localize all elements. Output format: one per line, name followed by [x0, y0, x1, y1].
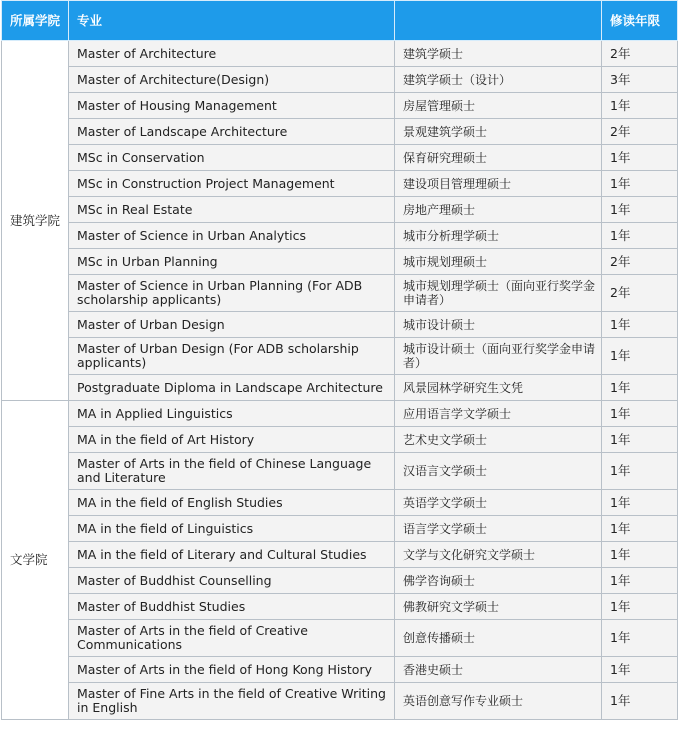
major-en: MSc in Construction Project Management — [69, 171, 395, 197]
major-en: Master of Arts in the field of Hong Kong History — [69, 657, 395, 683]
major-en: Master of Architecture — [69, 41, 395, 67]
major-en: Master of Arts in the field of Chinese Language and Literature — [69, 453, 395, 490]
major-en: Master of Arts in the field of Creative Communications — [69, 620, 395, 657]
major-cn: 保育研究理硕士 — [395, 145, 602, 171]
school-cell: 建筑学院 — [2, 41, 69, 401]
table-row — [2, 401, 678, 427]
table-row — [2, 275, 678, 312]
header-major: 专业 — [69, 1, 395, 41]
major-cn: 汉语言文学硕士 — [395, 453, 602, 490]
duration: 3年 — [602, 67, 678, 93]
major-en: MA in the field of English Studies — [69, 490, 395, 516]
table-row — [2, 249, 678, 275]
table-row — [2, 375, 678, 401]
major-en: MSc in Conservation — [69, 145, 395, 171]
duration: 1年 — [602, 375, 678, 401]
programme-table — [1, 0, 678, 720]
major-cn: 风景园林学研究生文凭 — [395, 375, 602, 401]
major-en: Postgraduate Diploma in Landscape Architecture — [69, 375, 395, 401]
major-cn: 城市设计硕士 — [395, 312, 602, 338]
major-en: MA in Applied Linguistics — [69, 401, 395, 427]
major-cn: 建设项目管理理硕士 — [395, 171, 602, 197]
table-row — [2, 490, 678, 516]
major-en: MA in the field of Linguistics — [69, 516, 395, 542]
table-row — [2, 338, 678, 375]
major-en: Master of Landscape Architecture — [69, 119, 395, 145]
table-row — [2, 93, 678, 119]
major-cn: 应用语言学文学硕士 — [395, 401, 602, 427]
major-cn: 英语创意写作专业硕士 — [395, 683, 602, 720]
duration: 1年 — [602, 171, 678, 197]
table-row — [2, 453, 678, 490]
table-row — [2, 516, 678, 542]
table-row — [2, 594, 678, 620]
duration: 1年 — [602, 683, 678, 720]
duration: 1年 — [602, 427, 678, 453]
major-cn: 英语学文学硕士 — [395, 490, 602, 516]
duration: 1年 — [602, 594, 678, 620]
major-cn: 房屋管理硕士 — [395, 93, 602, 119]
table-row — [2, 657, 678, 683]
duration: 1年 — [602, 453, 678, 490]
major-cn: 文学与文化研究文学硕士 — [395, 542, 602, 568]
major-en: Master of Urban Design — [69, 312, 395, 338]
duration: 1年 — [602, 197, 678, 223]
major-cn: 景观建筑学硕士 — [395, 119, 602, 145]
table-row — [2, 312, 678, 338]
major-cn: 房地产理硕士 — [395, 197, 602, 223]
major-cn: 建筑学硕士（设计） — [395, 67, 602, 93]
table-row — [2, 67, 678, 93]
duration: 1年 — [602, 145, 678, 171]
table-row — [2, 683, 678, 720]
duration: 1年 — [602, 223, 678, 249]
major-en: MA in the field of Art History — [69, 427, 395, 453]
duration: 1年 — [602, 657, 678, 683]
duration: 1年 — [602, 620, 678, 657]
major-en: MSc in Real Estate — [69, 197, 395, 223]
header-degree — [395, 1, 602, 41]
major-cn: 佛学咨询硕士 — [395, 568, 602, 594]
duration: 1年 — [602, 490, 678, 516]
duration: 1年 — [602, 542, 678, 568]
major-cn: 香港史硕士 — [395, 657, 602, 683]
header-duration: 修读年限 — [602, 1, 678, 41]
table-row — [2, 145, 678, 171]
duration: 1年 — [602, 401, 678, 427]
table-row — [2, 620, 678, 657]
duration: 2年 — [602, 41, 678, 67]
duration: 2年 — [602, 275, 678, 312]
major-en: MA in the field of Literary and Cultural Studies — [69, 542, 395, 568]
school-cell: 文学院 — [2, 401, 69, 720]
major-cn: 语言学文学硕士 — [395, 516, 602, 542]
table-row — [2, 427, 678, 453]
header-school: 所属学院 — [2, 1, 69, 41]
duration: 2年 — [602, 249, 678, 275]
major-en: Master of Buddhist Counselling — [69, 568, 395, 594]
table-row — [2, 568, 678, 594]
major-cn: 城市规划理硕士 — [395, 249, 602, 275]
major-cn: 城市分析理学硕士 — [395, 223, 602, 249]
major-en: Master of Buddhist Studies — [69, 594, 395, 620]
duration: 1年 — [602, 93, 678, 119]
major-en: Master of Urban Design (For ADB scholarship applicants) — [69, 338, 395, 375]
major-cn: 佛教研究文学硕士 — [395, 594, 602, 620]
table-row — [2, 197, 678, 223]
major-en: Master of Fine Arts in the field of Creative Writing in English — [69, 683, 395, 720]
major-cn: 艺术史文学硕士 — [395, 427, 602, 453]
major-en: Master of Housing Management — [69, 93, 395, 119]
duration: 1年 — [602, 312, 678, 338]
major-cn: 创意传播硕士 — [395, 620, 602, 657]
duration: 2年 — [602, 119, 678, 145]
table-row — [2, 119, 678, 145]
duration: 1年 — [602, 338, 678, 375]
major-en: Master of Science in Urban Analytics — [69, 223, 395, 249]
table-row — [2, 41, 678, 67]
table-row — [2, 542, 678, 568]
major-cn: 建筑学硕士 — [395, 41, 602, 67]
major-cn: 城市设计硕士（面向亚行奖学金申请者） — [395, 338, 602, 375]
duration: 1年 — [602, 516, 678, 542]
major-en: Master of Science in Urban Planning (For ADB scholarship applicants) — [69, 275, 395, 312]
major-en: MSc in Urban Planning — [69, 249, 395, 275]
duration: 1年 — [602, 568, 678, 594]
major-en: Master of Architecture(Design) — [69, 67, 395, 93]
table-row — [2, 171, 678, 197]
table-header-row — [2, 1, 678, 41]
table-row — [2, 223, 678, 249]
programme-table-wrapper — [1, 0, 677, 720]
major-cn: 城市规划理学硕士（面向亚行奖学金申请者） — [395, 275, 602, 312]
